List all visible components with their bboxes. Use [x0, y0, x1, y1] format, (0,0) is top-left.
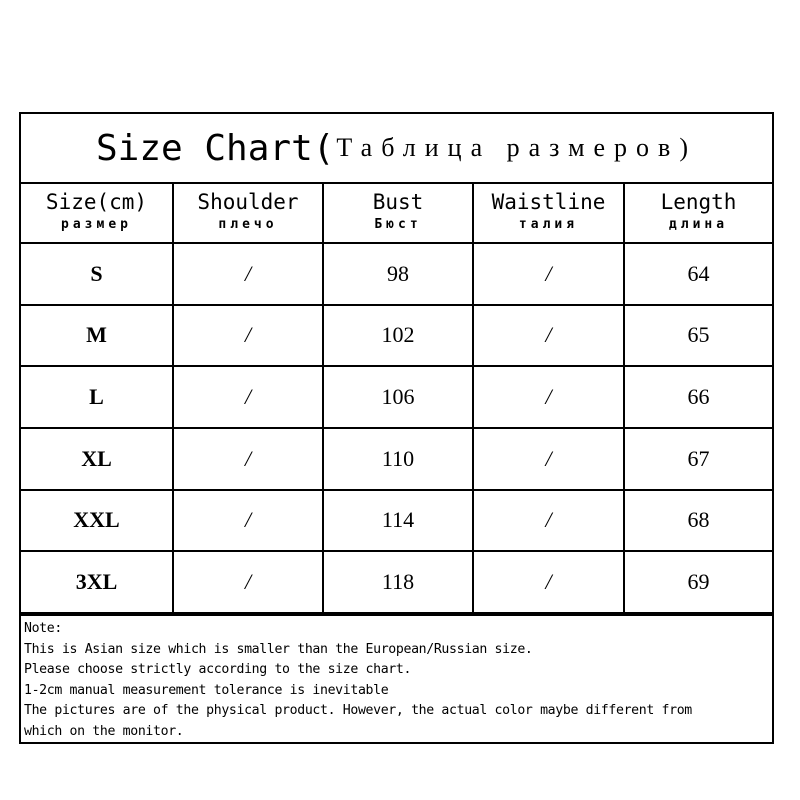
bust-cell: 106: [323, 366, 473, 428]
bust-cell: 102: [323, 305, 473, 367]
column-header-sublabel: Бюст: [374, 217, 422, 232]
table-row: [21, 305, 772, 367]
size-cell: M: [21, 305, 173, 367]
table-row: [21, 366, 772, 428]
note-line: Note:: [24, 621, 62, 636]
waist-cell: /: [473, 305, 624, 367]
column-header-label: Length: [660, 190, 737, 214]
length-cell: 64: [624, 243, 772, 305]
column-header-label: Shoulder: [197, 190, 299, 214]
column-header-length: [624, 182, 772, 243]
size-cell: XL: [21, 428, 173, 490]
bust-cell: 114: [323, 490, 473, 552]
column-header-label: Bust: [372, 190, 424, 214]
header-row: [21, 182, 772, 243]
column-header-waistline: [473, 182, 624, 243]
length-cell: 66: [624, 366, 772, 428]
length-cell: 69: [624, 551, 772, 613]
column-header-sublabel: плечо: [218, 217, 278, 232]
shoulder-cell: /: [173, 243, 323, 305]
waist-cell: /: [473, 490, 624, 552]
title-english: Size Chart(: [96, 127, 335, 169]
table-row: [21, 428, 772, 490]
column-header-label: Waistline: [491, 190, 606, 214]
waist-cell: /: [473, 366, 624, 428]
note-line: The pictures are of the physical product. However, the actual color maybe different from: [24, 703, 692, 718]
waist-cell: /: [473, 551, 624, 613]
shoulder-cell: /: [173, 305, 323, 367]
waist-cell: /: [473, 428, 624, 490]
note-line: Please choose strictly according to the size chart.: [24, 662, 412, 677]
shoulder-cell: /: [173, 490, 323, 552]
table-row: [21, 490, 772, 552]
bust-cell: 98: [323, 243, 473, 305]
column-header-sublabel: длина: [668, 217, 729, 232]
title-russian: Таблица размеров): [336, 133, 697, 162]
shoulder-cell: /: [173, 428, 323, 490]
bust-cell: 118: [323, 551, 473, 613]
waist-cell: /: [473, 243, 624, 305]
note-line: This is Asian size which is smaller than the European/Russian size.: [24, 641, 533, 657]
size-cell: L: [21, 366, 173, 428]
column-header-bust: [323, 182, 473, 243]
column-header-size: [21, 182, 173, 243]
table-row: [21, 243, 772, 305]
note-line: 1-2cm manual measurement tolerance is inevitable: [24, 682, 389, 698]
table-row: [21, 551, 772, 613]
size-cell: 3XL: [21, 551, 173, 613]
column-header-sublabel: талия: [518, 217, 579, 232]
size-cell: S: [21, 243, 173, 305]
length-cell: 68: [624, 490, 772, 552]
notes-box: [21, 614, 772, 742]
shoulder-cell: /: [173, 366, 323, 428]
size-chart-sheet: [19, 112, 774, 744]
column-header-shoulder: [173, 182, 323, 243]
shoulder-cell: /: [173, 551, 323, 613]
column-header-sublabel: размер: [61, 217, 132, 232]
size-table: [21, 182, 772, 614]
bust-cell: 110: [323, 428, 473, 490]
length-cell: 67: [624, 428, 772, 490]
size-cell: XXL: [21, 490, 173, 552]
column-header-label: Size(cm): [45, 190, 148, 214]
chart-title: [21, 114, 772, 184]
note-line: which on the monitor.: [24, 723, 184, 739]
length-cell: 65: [624, 305, 772, 367]
